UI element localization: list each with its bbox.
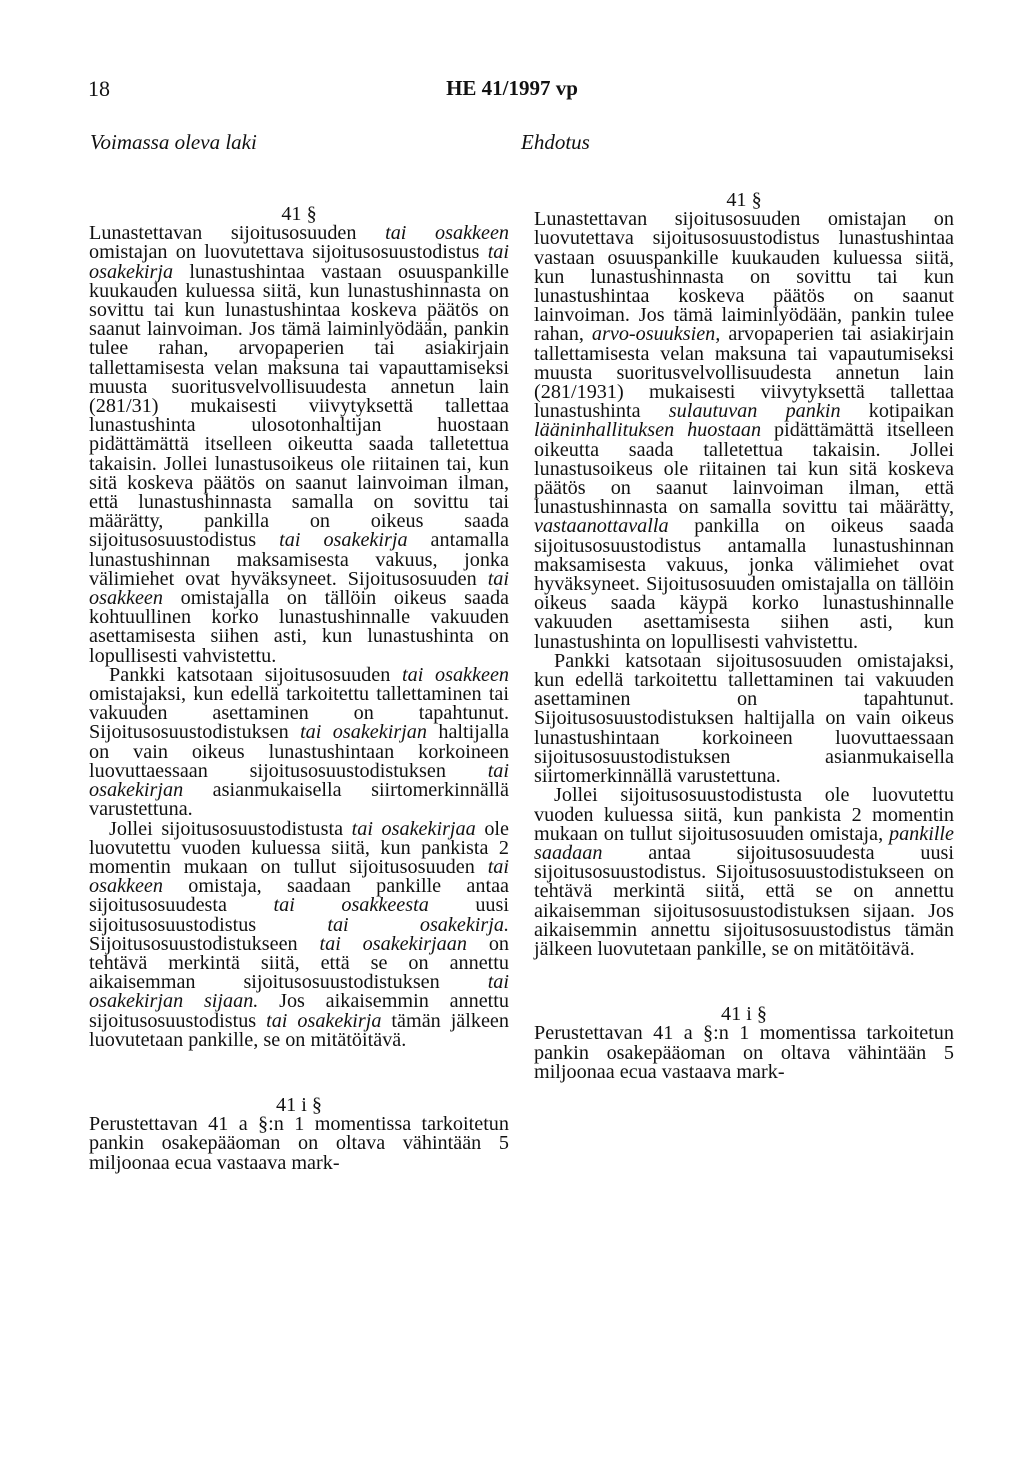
text-run: Pankki katsotaan sijoitusosuuden omistajaksi, kun edellä tarkoitettu tallettaminen tai vakuuden asettaminen on tapahtunut. Sijoitusosuustodistuksen haltijalla on vain oikeus lunastushintaan korkoineen luovuttaessaan sijoitusosuustodistuksen asianmukaisella siirtomerkinnällä varustettuna. <box>534 649 954 788</box>
italic-text: tai osakekirja <box>279 529 408 552</box>
text-run: omistajan on luovutettava sijoitusosuustodistus <box>89 241 488 264</box>
page-number: 18 <box>88 76 110 101</box>
italic-text: tai osakekirja <box>266 1009 382 1032</box>
section-heading-41: 41 § <box>281 203 317 225</box>
text-run: Lunastettavan sijoitusosuuden omistajan on luovutettava sijoitusosuustodistus lunastushintaa vastaan osuuspankille kuukauden kuluessa siitä, kun lunastushinnasta on sovittu tai kun lunastushintaa koskeva päätös on saanut lainvoiman. Jos tämä laiminlyödään, pankin tulee rahan, <box>534 208 954 346</box>
text-run: omistaja, saadaan pankille antaa sijoitusosuudesta <box>89 875 509 917</box>
section-heading-41i: 41 i § <box>276 1093 322 1116</box>
text-run: omistajalla on tällöin oikeus saada kohtuullinen korko lunastushinnalle vakuuden asettamisesta siihen asti, kun lunastushinta on lopullisesti vahvistettu. <box>89 587 509 667</box>
proposal-column <box>534 189 954 1083</box>
text-run: arvopaperien tai asiakirjain tallettamisesta velan maksuna tai vapautumiseksi muusta suoritusvelvollisuudesta annetun lain (281/1931) mukaisesti viivytyksettä tallettaa lunastushinta <box>534 323 954 423</box>
text-run: uusi sijoitusosuustodistus <box>89 894 509 936</box>
section-heading-41: 41 § <box>726 189 762 211</box>
section-41i-text <box>534 1024 954 1082</box>
italic-text: tai osakekirja <box>89 241 509 283</box>
italic-text: arvo-osuuksien, <box>591 323 721 346</box>
text-run: Jollei sijoitusosuustodistusta <box>109 817 352 840</box>
italic-text: vastaanottavalla <box>534 515 669 538</box>
italic-text: tai osakekirjan <box>300 721 427 744</box>
text-run: Jos aikaisemmin annettu sijoitusosuustodistus <box>89 990 509 1032</box>
section-41i-text <box>89 1115 509 1173</box>
italic-text: pankille saadaan <box>534 822 954 864</box>
paragraph <box>534 649 954 788</box>
italic-text: tai osakekirjan sijaan. <box>89 971 509 1013</box>
text-run: asianmukaisella siirtomerkinnällä varustettuna. <box>89 779 509 821</box>
text-run: tämän jälkeen luovutetaan pankille, se on mitätöitävä. <box>89 1009 509 1051</box>
text-run: haltijalla on vain oikeus lunastushintaan korkoineen luovuttaessaan sijoitusosuustodistuksen <box>89 721 510 782</box>
italic-text: tai osakekirjaa <box>351 817 476 840</box>
text-run: omistajaksi, kun edellä tarkoitettu tallettaminen tai vakuuden asettaminen on tapahtunut. Sijoitusosuustodistuksen <box>89 683 509 744</box>
document-id: HE 41/1997 vp <box>446 76 578 100</box>
italic-text: tai osakekirja. <box>327 913 509 936</box>
italic-text: tai osakekirjaan <box>319 932 467 955</box>
text-run: ole luovutettu vuoden kuluessa siitä, kun pankista 2 momentin mukaan on tullut sijoitusosuuden <box>89 817 509 878</box>
text-run: pidättämättä itselleen oikeutta saada talletettua takaisin. Jollei lunastusoikeus ole riitainen tai kun sitä koskeva päätös on saanut lainvoiman ilman, että lunastushinnasta on samalla sovittu tai määrätty, <box>534 419 954 519</box>
italic-text: sulautuvan pankin <box>668 400 841 423</box>
text-run: antaa sijoitusosuudesta uusi sijoitusosuustodistus. Sijoitusosuustodistukseen on tehtävä merkintä siitä, että se on annettu aikaisemman sijoitusosuustodistuksen sijaan. Jos aikaisemmin annettu sijoitusosuustodistus tämän jälkeen luovutetaan pankille, se on mitätöitävä. <box>534 841 954 960</box>
section-heading-41i: 41 i § <box>721 1003 767 1026</box>
text-run: Perustettavan 41 a §:n 1 momentissa tarkoitetun pankin osakepääoman on oltava vähintään 5 miljoonaa ecua vastaava mark- <box>89 1113 509 1174</box>
text-run: on tehtävä merkintä siitä, että se on annettu aikaisemman sijoitusosuustodistuksen <box>89 932 509 994</box>
italic-text: lääninhallituksen huostaan <box>534 419 762 442</box>
italic-text: tai osakekirjan <box>89 759 509 802</box>
paragraph <box>89 224 509 666</box>
paragraph <box>89 663 510 821</box>
text-run: pankilla on oikeus saada sijoitusosuustodistus antamalla lunastushinnan maksamisesta vakuus, jonka välimiehet ovat hyväksyneet. Sijoitusosuuden omistajalla on tällöin oikeus saada käypä korko lunastushinnalle vakuuden asettamisesta siihen asti, kun lunastushinta on lopullisesti vahvistettu. <box>534 515 954 653</box>
paragraph <box>89 1115 509 1173</box>
text-run: Lunastettavan sijoitusosuuden <box>89 222 386 245</box>
section-41-text <box>534 210 954 959</box>
paragraph <box>89 817 509 1051</box>
italic-text: tai osakkeesta <box>273 894 429 917</box>
text-run: antamalla lunastushinnan maksamisesta vakuus, jonka välimiehet ovat hyväksyneet. Sijoitusosuuden <box>89 529 509 590</box>
current-law-column-title: Voimassa oleva laki <box>90 130 257 154</box>
italic-text: tai osakkeen <box>402 663 509 686</box>
section-41-text <box>89 224 509 1050</box>
italic-text: tai osakkeen <box>89 567 509 610</box>
text-run: Pankki katsotaan sijoitusosuuden <box>109 663 403 686</box>
text-run: Sijoitusosuustodistukseen <box>89 932 320 955</box>
text-run: kotipaikan <box>840 400 954 423</box>
italic-text: tai osakkeen <box>385 222 509 245</box>
current-law-column <box>89 205 509 1173</box>
italic-text: tai osakkeen <box>89 855 509 898</box>
paragraph <box>534 210 954 652</box>
text-run: Jollei sijoitusosuustodistusta ole luovutettu vuoden kuluessa siitä, kun pankista 2 momentin mukaan on tullut sijoitusosuuden omistaja, <box>534 784 954 845</box>
text-run: lunastushintaa vastaan osuuspankille kuukauden kuluessa siitä, kun lunastushinnasta on sovittu tai kun lunastushintaa koskeva päätös on saanut lainvoiman. Jos tämä laiminlyödään, pankin tulee rahan, arvopaperien tai asiakirjain tallettamisesta velan maksuna tai vapauttamiseksi muusta suoritusvelvollisuudesta annetun lain (281/31) mukaisesti viivytyksettä tallettaa lunastushinta ulosotonhaltijan huostaan pidättämättä itselleen oikeutta saada talletettua takaisin. Jollei lunastusoikeus ole riitainen tai, kun sitä koskeva päätös on saanut lainvoiman ilman, että lunastushinnasta samalla on sovittu tai määrätty, pankilla on oikeus saada sijoitusosuustodistus <box>89 260 509 552</box>
paragraph <box>534 1024 954 1082</box>
text-run: Perustettavan 41 a §:n 1 momentissa tarkoitetun pankin osakepääoman on oltava vähintään 5 miljoonaa ecua vastaava mark- <box>534 1022 954 1083</box>
paragraph <box>534 786 954 959</box>
proposal-column-title: Ehdotus <box>521 130 590 154</box>
